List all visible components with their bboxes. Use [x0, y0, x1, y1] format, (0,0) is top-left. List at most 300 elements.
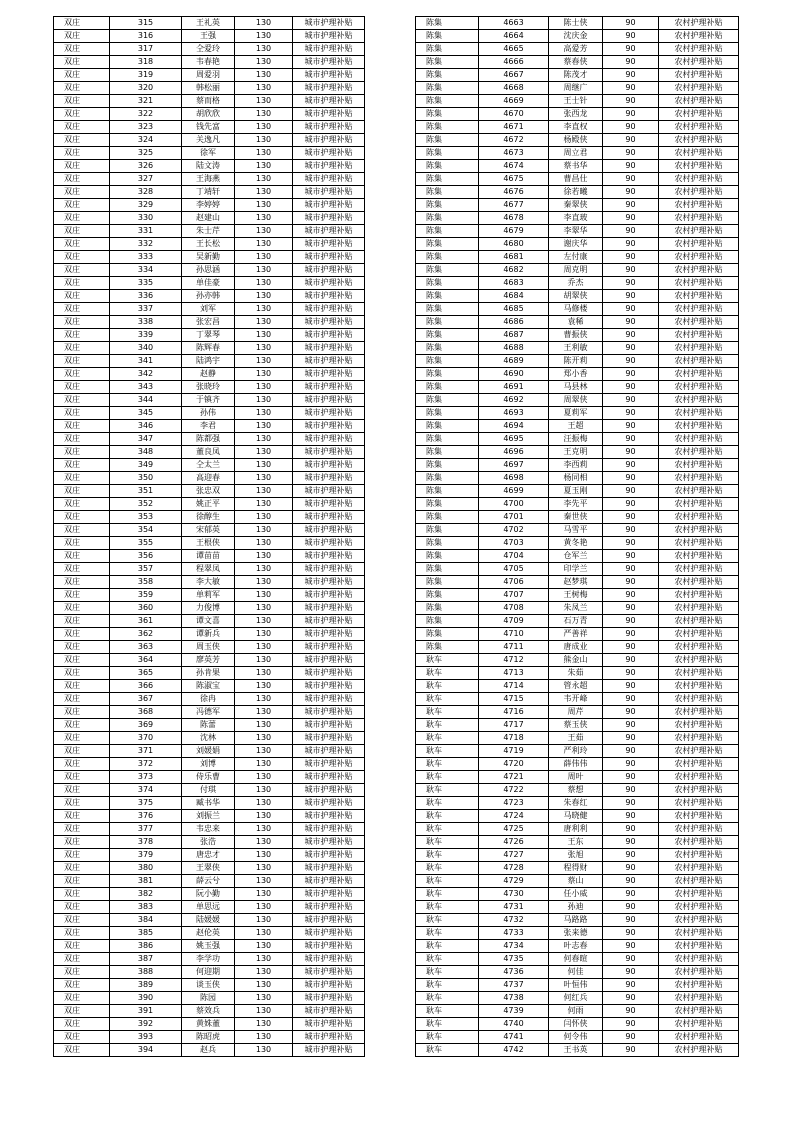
- table-row: [416, 693, 739, 706]
- table-row: [416, 888, 739, 901]
- amount-cell: 90: [603, 355, 659, 368]
- town-cell: 耿车: [416, 667, 479, 680]
- name-cell: 李君: [182, 420, 235, 433]
- table-row: [416, 953, 739, 966]
- town-cell: 耿车: [416, 992, 479, 1005]
- subsidy-type-cell: 农村护理补贴: [659, 888, 739, 901]
- table-row: [416, 1044, 739, 1057]
- town-cell: 耿车: [416, 875, 479, 888]
- subsidy-type-cell: 城市护理补贴: [293, 589, 365, 602]
- town-cell: 双庄: [54, 836, 110, 849]
- serial-number-cell: 4716: [479, 706, 549, 719]
- name-cell: 刘媛娟: [182, 745, 235, 758]
- amount-cell: 90: [603, 433, 659, 446]
- amount-cell: 130: [235, 589, 293, 602]
- table-row: [54, 108, 365, 121]
- town-cell: 耿车: [416, 940, 479, 953]
- subsidy-type-cell: 城市护理补贴: [293, 1005, 365, 1018]
- serial-number-cell: 328: [110, 186, 182, 199]
- amount-cell: 130: [235, 212, 293, 225]
- town-cell: 陈集: [416, 43, 479, 56]
- serial-number-cell: 4701: [479, 511, 549, 524]
- amount-cell: 90: [603, 966, 659, 979]
- amount-cell: 130: [235, 615, 293, 628]
- town-cell: 陈集: [416, 30, 479, 43]
- serial-number-cell: 375: [110, 797, 182, 810]
- table-row: [416, 576, 739, 589]
- amount-cell: 130: [235, 849, 293, 862]
- name-cell: 单莉军: [182, 589, 235, 602]
- subsidy-type-cell: 农村护理补贴: [659, 290, 739, 303]
- name-cell: 张来德: [549, 927, 603, 940]
- subsidy-type-cell: 农村护理补贴: [659, 238, 739, 251]
- town-cell: 陈集: [416, 277, 479, 290]
- table-row: [416, 381, 739, 394]
- amount-cell: 90: [603, 992, 659, 1005]
- subsidy-type-cell: 农村护理补贴: [659, 394, 739, 407]
- name-cell: 陈茂才: [549, 69, 603, 82]
- serial-number-cell: 4722: [479, 784, 549, 797]
- subsidy-type-cell: 农村护理补贴: [659, 875, 739, 888]
- town-cell: 双庄: [54, 524, 110, 537]
- table-row: [416, 849, 739, 862]
- serial-number-cell: 355: [110, 537, 182, 550]
- table-row: [54, 1031, 365, 1044]
- table-row: [416, 667, 739, 680]
- table-row: [416, 56, 739, 69]
- subsidy-type-cell: 农村护理补贴: [659, 784, 739, 797]
- serial-number-cell: 377: [110, 823, 182, 836]
- subsidy-type-cell: 农村护理补贴: [659, 381, 739, 394]
- amount-cell: 90: [603, 1044, 659, 1057]
- serial-number-cell: 356: [110, 550, 182, 563]
- amount-cell: 130: [235, 628, 293, 641]
- subsidy-type-cell: 农村护理补贴: [659, 303, 739, 316]
- table-row: [416, 927, 739, 940]
- name-cell: 廖英芳: [182, 654, 235, 667]
- amount-cell: 90: [603, 524, 659, 537]
- subsidy-type-cell: 城市护理补贴: [293, 797, 365, 810]
- subsidy-type-cell: 城市护理补贴: [293, 1044, 365, 1057]
- table-row: [54, 966, 365, 979]
- name-cell: 孙迪: [549, 901, 603, 914]
- subsidy-type-cell: 城市护理补贴: [293, 914, 365, 927]
- serial-number-cell: 4700: [479, 498, 549, 511]
- amount-cell: 90: [603, 212, 659, 225]
- amount-cell: 90: [603, 914, 659, 927]
- serial-number-cell: 4710: [479, 628, 549, 641]
- amount-cell: 90: [603, 927, 659, 940]
- amount-cell: 130: [235, 69, 293, 82]
- town-cell: 双庄: [54, 914, 110, 927]
- table-row: [416, 121, 739, 134]
- table-row: [54, 524, 365, 537]
- serial-number-cell: 4675: [479, 173, 549, 186]
- name-cell: 李翠华: [549, 225, 603, 238]
- table-row: [54, 901, 365, 914]
- serial-number-cell: 354: [110, 524, 182, 537]
- amount-cell: 130: [235, 602, 293, 615]
- subsidy-type-cell: 农村护理补贴: [659, 615, 739, 628]
- table-row: [54, 602, 365, 615]
- town-cell: 耿车: [416, 1031, 479, 1044]
- amount-cell: 90: [603, 472, 659, 485]
- table-row: [54, 498, 365, 511]
- amount-cell: 130: [235, 823, 293, 836]
- serial-number-cell: 4703: [479, 537, 549, 550]
- table-row: [416, 771, 739, 784]
- subsidy-type-cell: 城市护理补贴: [293, 771, 365, 784]
- town-cell: 双庄: [54, 160, 110, 173]
- name-cell: 印学兰: [549, 563, 603, 576]
- table-row: [416, 329, 739, 342]
- town-cell: 双庄: [54, 875, 110, 888]
- subsidy-type-cell: 城市护理补贴: [293, 433, 365, 446]
- serial-number-cell: 367: [110, 693, 182, 706]
- serial-number-cell: 325: [110, 147, 182, 160]
- town-cell: 陈集: [416, 251, 479, 264]
- subsidy-type-cell: 城市护理补贴: [293, 199, 365, 212]
- subsidy-type-cell: 城市护理补贴: [293, 836, 365, 849]
- serial-number-cell: 4666: [479, 56, 549, 69]
- name-cell: 王书英: [549, 1044, 603, 1057]
- amount-cell: 130: [235, 875, 293, 888]
- amount-cell: 90: [603, 862, 659, 875]
- amount-cell: 90: [603, 888, 659, 901]
- amount-cell: 90: [603, 69, 659, 82]
- name-cell: 徐冉: [182, 693, 235, 706]
- name-cell: 曹振侠: [549, 329, 603, 342]
- town-cell: 双庄: [54, 1044, 110, 1057]
- subsidy-type-cell: 城市护理补贴: [293, 82, 365, 95]
- subsidy-type-cell: 城市护理补贴: [293, 732, 365, 745]
- amount-cell: 90: [603, 810, 659, 823]
- town-cell: 双庄: [54, 628, 110, 641]
- serial-number-cell: 4693: [479, 407, 549, 420]
- subsidy-type-cell: 城市护理补贴: [293, 862, 365, 875]
- serial-number-cell: 391: [110, 1005, 182, 1018]
- table-row: [416, 342, 739, 355]
- name-cell: 杨殿侠: [549, 134, 603, 147]
- name-cell: 丁靖轩: [182, 186, 235, 199]
- table-row: [54, 680, 365, 693]
- amount-cell: 90: [603, 342, 659, 355]
- town-cell: 陈集: [416, 355, 479, 368]
- serial-number-cell: 4664: [479, 30, 549, 43]
- table-row: [416, 641, 739, 654]
- name-cell: 郑小香: [549, 368, 603, 381]
- name-cell: 李大敏: [182, 576, 235, 589]
- name-cell: 秦世侠: [549, 511, 603, 524]
- amount-cell: 130: [235, 758, 293, 771]
- town-cell: 陈集: [416, 498, 479, 511]
- amount-cell: 90: [603, 17, 659, 30]
- serial-number-cell: 382: [110, 888, 182, 901]
- serial-number-cell: 364: [110, 654, 182, 667]
- name-cell: 王树梅: [549, 589, 603, 602]
- serial-number-cell: 334: [110, 264, 182, 277]
- table-row: [416, 485, 739, 498]
- table-row: [54, 95, 365, 108]
- name-cell: 李学功: [182, 953, 235, 966]
- subsidy-type-cell: 农村护理补贴: [659, 589, 739, 602]
- amount-cell: 90: [603, 771, 659, 784]
- serial-number-cell: 324: [110, 134, 182, 147]
- subsidy-type-cell: 城市护理补贴: [293, 277, 365, 290]
- table-row: [416, 940, 739, 953]
- serial-number-cell: 4736: [479, 966, 549, 979]
- amount-cell: 130: [235, 641, 293, 654]
- name-cell: 董良凤: [182, 446, 235, 459]
- serial-number-cell: 4738: [479, 992, 549, 1005]
- table-row: [416, 511, 739, 524]
- table-row: [416, 1018, 739, 1031]
- town-cell: 耿车: [416, 927, 479, 940]
- subsidy-type-cell: 农村护理补贴: [659, 940, 739, 953]
- town-cell: 耿车: [416, 797, 479, 810]
- name-cell: 宋郁英: [182, 524, 235, 537]
- serial-number-cell: 4673: [479, 147, 549, 160]
- town-cell: 耿车: [416, 745, 479, 758]
- table-row: [54, 472, 365, 485]
- table-row: [416, 628, 739, 641]
- subsidy-type-cell: 城市护理补贴: [293, 394, 365, 407]
- subsidy-type-cell: 农村护理补贴: [659, 329, 739, 342]
- table-row: [416, 199, 739, 212]
- town-cell: 耿车: [416, 862, 479, 875]
- name-cell: 周爱羽: [182, 69, 235, 82]
- town-cell: 双庄: [54, 862, 110, 875]
- town-cell: 双庄: [54, 576, 110, 589]
- table-row: [54, 121, 365, 134]
- serial-number-cell: 4740: [479, 1018, 549, 1031]
- table-row: [54, 43, 365, 56]
- amount-cell: 90: [603, 407, 659, 420]
- name-cell: 王礼英: [182, 17, 235, 30]
- subsidy-type-cell: 城市护理补贴: [293, 95, 365, 108]
- subsidy-type-cell: 农村护理补贴: [659, 459, 739, 472]
- left-subsidy-table: [53, 16, 365, 1057]
- serial-number-cell: 368: [110, 706, 182, 719]
- amount-cell: 90: [603, 693, 659, 706]
- town-cell: 双庄: [54, 849, 110, 862]
- name-cell: 任小威: [549, 888, 603, 901]
- serial-number-cell: 361: [110, 615, 182, 628]
- serial-number-cell: 4669: [479, 95, 549, 108]
- amount-cell: 90: [603, 615, 659, 628]
- serial-number-cell: 360: [110, 602, 182, 615]
- name-cell: 陆鸿宇: [182, 355, 235, 368]
- serial-number-cell: 4690: [479, 368, 549, 381]
- subsidy-type-cell: 城市护理补贴: [293, 641, 365, 654]
- town-cell: 双庄: [54, 550, 110, 563]
- amount-cell: 90: [603, 498, 659, 511]
- subsidy-type-cell: 农村护理补贴: [659, 485, 739, 498]
- name-cell: 谢庆华: [549, 238, 603, 251]
- table-row: [416, 316, 739, 329]
- amount-cell: 90: [603, 368, 659, 381]
- town-cell: 双庄: [54, 667, 110, 680]
- amount-cell: 130: [235, 862, 293, 875]
- name-cell: 王翠侠: [182, 862, 235, 875]
- amount-cell: 130: [235, 1031, 293, 1044]
- serial-number-cell: 4734: [479, 940, 549, 953]
- name-cell: 钱先富: [182, 121, 235, 134]
- amount-cell: 90: [603, 745, 659, 758]
- serial-number-cell: 386: [110, 940, 182, 953]
- serial-number-cell: 4672: [479, 134, 549, 147]
- amount-cell: 90: [603, 1018, 659, 1031]
- table-row: [416, 797, 739, 810]
- amount-cell: 90: [603, 797, 659, 810]
- town-cell: 双庄: [54, 797, 110, 810]
- serial-number-cell: 326: [110, 160, 182, 173]
- town-cell: 双庄: [54, 966, 110, 979]
- serial-number-cell: 384: [110, 914, 182, 927]
- table-row: [416, 43, 739, 56]
- subsidy-type-cell: 城市护理补贴: [293, 576, 365, 589]
- town-cell: 双庄: [54, 381, 110, 394]
- amount-cell: 130: [235, 966, 293, 979]
- amount-cell: 90: [603, 459, 659, 472]
- table-row: [54, 797, 365, 810]
- subsidy-type-cell: 城市护理补贴: [293, 381, 365, 394]
- amount-cell: 90: [603, 108, 659, 121]
- table-row: [54, 537, 365, 550]
- serial-number-cell: 4730: [479, 888, 549, 901]
- amount-cell: 90: [603, 381, 659, 394]
- town-cell: 陈集: [416, 407, 479, 420]
- subsidy-type-cell: 城市护理补贴: [293, 108, 365, 121]
- subsidy-type-cell: 城市护理补贴: [293, 953, 365, 966]
- town-cell: 双庄: [54, 758, 110, 771]
- amount-cell: 90: [603, 706, 659, 719]
- town-cell: 双庄: [54, 290, 110, 303]
- town-cell: 耿车: [416, 758, 479, 771]
- table-row: [54, 927, 365, 940]
- amount-cell: 90: [603, 251, 659, 264]
- subsidy-type-cell: 城市护理补贴: [293, 355, 365, 368]
- town-cell: 陈集: [416, 212, 479, 225]
- subsidy-type-cell: 农村护理补贴: [659, 953, 739, 966]
- town-cell: 双庄: [54, 355, 110, 368]
- serial-number-cell: 319: [110, 69, 182, 82]
- table-row: [416, 368, 739, 381]
- table-row: [54, 394, 365, 407]
- name-cell: 闫怀侠: [549, 1018, 603, 1031]
- amount-cell: 130: [235, 342, 293, 355]
- town-cell: 双庄: [54, 706, 110, 719]
- table-row: [416, 459, 739, 472]
- name-cell: 朱春红: [549, 797, 603, 810]
- town-cell: 双庄: [54, 407, 110, 420]
- name-cell: 沈林: [182, 732, 235, 745]
- town-cell: 陈集: [416, 589, 479, 602]
- name-cell: 程翠凤: [182, 563, 235, 576]
- table-row: [54, 875, 365, 888]
- name-cell: 蔡想: [549, 784, 603, 797]
- serial-number-cell: 362: [110, 628, 182, 641]
- serial-number-cell: 4742: [479, 1044, 549, 1057]
- table-row: [54, 862, 365, 875]
- table-row: [54, 784, 365, 797]
- subsidy-type-cell: 农村护理补贴: [659, 550, 739, 563]
- serial-number-cell: 342: [110, 368, 182, 381]
- name-cell: 王士针: [549, 95, 603, 108]
- serial-number-cell: 4737: [479, 979, 549, 992]
- town-cell: 双庄: [54, 784, 110, 797]
- subsidy-type-cell: 城市护理补贴: [293, 849, 365, 862]
- subsidy-type-cell: 城市护理补贴: [293, 186, 365, 199]
- table-row: [416, 615, 739, 628]
- serial-number-cell: 4712: [479, 654, 549, 667]
- name-cell: 周立君: [549, 147, 603, 160]
- subsidy-type-cell: 农村护理补贴: [659, 160, 739, 173]
- subsidy-type-cell: 农村护理补贴: [659, 355, 739, 368]
- serial-number-cell: 352: [110, 498, 182, 511]
- amount-cell: 90: [603, 394, 659, 407]
- name-cell: 张浩: [182, 836, 235, 849]
- subsidy-type-cell: 城市护理补贴: [293, 602, 365, 615]
- town-cell: 陈集: [416, 186, 479, 199]
- subsidy-type-cell: 农村护理补贴: [659, 108, 739, 121]
- town-cell: 双庄: [54, 472, 110, 485]
- table-row: [54, 992, 365, 1005]
- amount-cell: 130: [235, 498, 293, 511]
- town-cell: 耿车: [416, 693, 479, 706]
- serial-number-cell: 376: [110, 810, 182, 823]
- name-cell: 秦翠侠: [549, 199, 603, 212]
- town-cell: 双庄: [54, 394, 110, 407]
- subsidy-type-cell: 城市护理补贴: [293, 524, 365, 537]
- amount-cell: 130: [235, 147, 293, 160]
- name-cell: 张晓玲: [182, 381, 235, 394]
- serial-number-cell: 4698: [479, 472, 549, 485]
- town-cell: 陈集: [416, 576, 479, 589]
- town-cell: 双庄: [54, 82, 110, 95]
- table-row: [54, 381, 365, 394]
- name-cell: 朱士芹: [182, 225, 235, 238]
- amount-cell: 90: [603, 511, 659, 524]
- subsidy-type-cell: 城市护理补贴: [293, 758, 365, 771]
- town-cell: 耿车: [416, 1018, 479, 1031]
- name-cell: 陈园: [182, 992, 235, 1005]
- amount-cell: 90: [603, 823, 659, 836]
- name-cell: 谈玉侠: [182, 979, 235, 992]
- serial-number-cell: 4676: [479, 186, 549, 199]
- serial-number-cell: 373: [110, 771, 182, 784]
- amount-cell: 130: [235, 719, 293, 732]
- amount-cell: 130: [235, 732, 293, 745]
- amount-cell: 90: [603, 121, 659, 134]
- subsidy-type-cell: 城市护理补贴: [293, 368, 365, 381]
- name-cell: 王长松: [182, 238, 235, 251]
- table-row: [54, 134, 365, 147]
- serial-number-cell: 320: [110, 82, 182, 95]
- subsidy-type-cell: 城市护理补贴: [293, 693, 365, 706]
- table-row: [416, 277, 739, 290]
- serial-number-cell: 4694: [479, 420, 549, 433]
- town-cell: 双庄: [54, 927, 110, 940]
- name-cell: 马修楼: [549, 303, 603, 316]
- name-cell: 张西龙: [549, 108, 603, 121]
- town-cell: 双庄: [54, 329, 110, 342]
- name-cell: 力俊博: [182, 602, 235, 615]
- town-cell: 双庄: [54, 1005, 110, 1018]
- town-cell: 陈集: [416, 173, 479, 186]
- subsidy-type-cell: 城市护理补贴: [293, 17, 365, 30]
- subsidy-type-cell: 农村护理补贴: [659, 264, 739, 277]
